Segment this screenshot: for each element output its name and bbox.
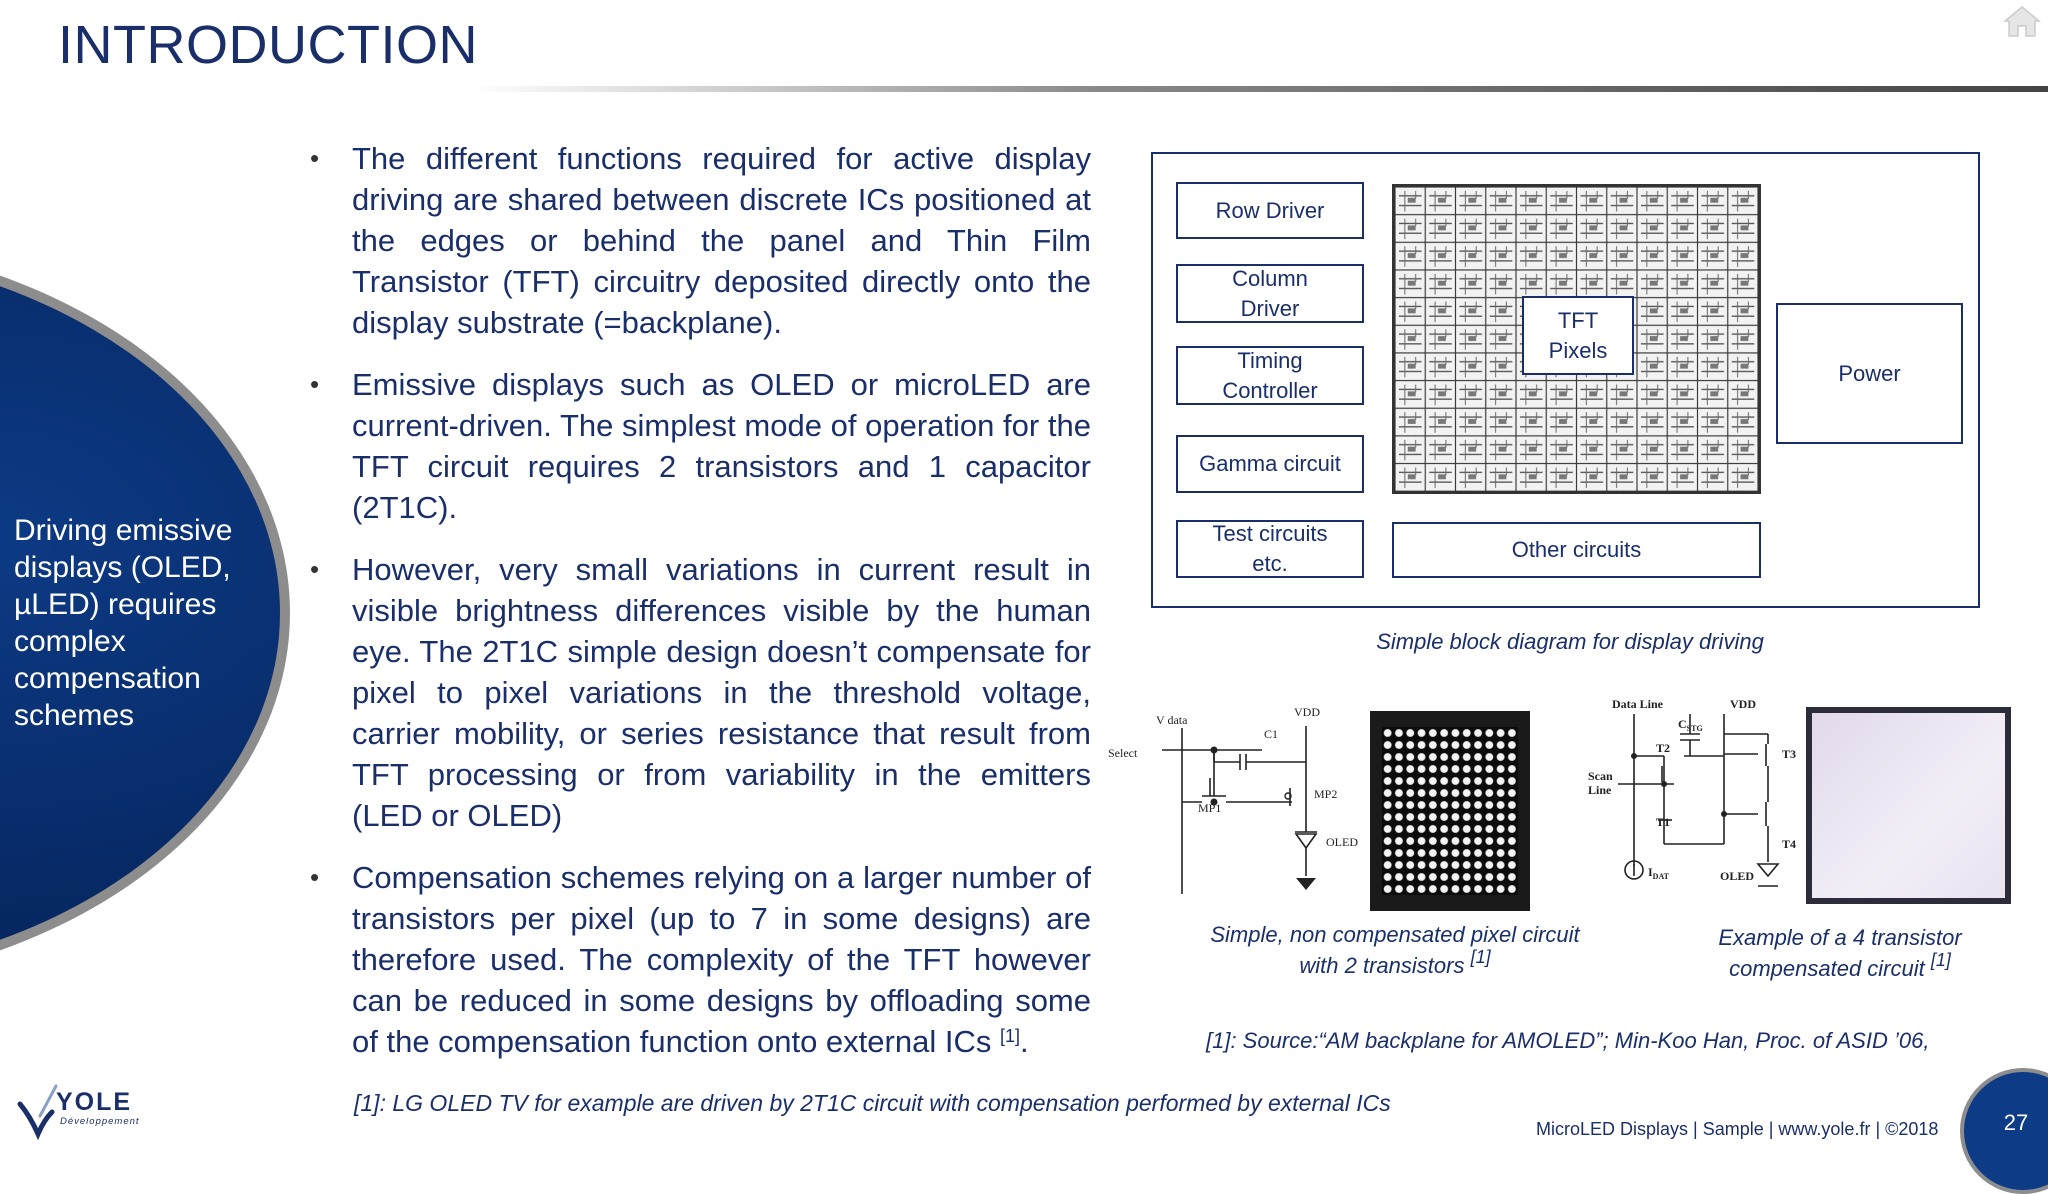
bullet-icon: • <box>310 554 320 584</box>
oled-label: OLED <box>1326 835 1358 849</box>
source-citation: [1]: Source:“AM backplane for AMOLED”; Min-Koo Han, Proc. of ASID ’06, <box>1206 1028 1930 1053</box>
block-diagram-caption: Simple block diagram for display driving <box>1376 629 1764 654</box>
idat-label: $I_{DAT}$ <box>1648 865 1669 881</box>
circuit-2t-caption: Simple, non compensated pixel circuit with 2 transistors [1] <box>1210 922 1580 978</box>
cstg-label: $C_{STG}$ <box>1678 717 1703 733</box>
timing-controller-block: Timing Controller <box>1176 346 1364 405</box>
select-label: Select <box>1108 746 1138 760</box>
oled-label: OLED <box>1720 869 1755 883</box>
vdd-label: VDD <box>1294 705 1320 719</box>
footer-text: MicroLED Displays | Sample | www.yole.fr | ©2018 <box>1536 1119 1939 1139</box>
display-photo <box>1806 707 2011 904</box>
vdata-label: V data <box>1156 713 1188 727</box>
pixel-array-photo <box>1370 711 1530 911</box>
other-circuits-block: Other circuits <box>1392 522 1761 578</box>
logo-sub: Développement <box>60 1116 140 1127</box>
bullet-item: • The different functions required for active display driving are shared between discrete ICs positioned at the edges or behind the panel and Thin Film Transistor (TFT) circuitry deposited directly onto the display substrate (=backplane). <box>306 138 1091 343</box>
logo-brand: YOLE <box>56 1088 133 1116</box>
home-icon[interactable] <box>2002 4 2042 38</box>
data-line-label: Data Line <box>1612 697 1663 711</box>
circuit-2t1c-schematic <box>1102 698 1362 900</box>
title-divider <box>470 86 2048 92</box>
tft-pixels-block: TFT Pixels <box>1522 296 1634 375</box>
circuit-4t-caption: Example of a 4 transistor compensated circuit [1] <box>1718 925 1962 981</box>
page-number: 27 <box>2003 1110 2029 1135</box>
footnote: [1]: LG OLED TV for example are driven by 2T1C circuit with compensation performed by external ICs <box>354 1090 1391 1116</box>
bullet-icon: • <box>310 369 320 399</box>
bullet-list <box>306 138 1091 1083</box>
bullet-item: • Compensation schemes relying on a larger number of transistors per pixel (up to 7 in some designs) are therefore used. The complexity of the TFT however can be reduced in some designs by offloading some of the compensation function onto external ICs [1]. <box>306 857 1091 1062</box>
vdd-label: VDD <box>1730 697 1756 711</box>
mp1-label: MP1 <box>1198 801 1222 815</box>
page-title: INTRODUCTION <box>58 15 478 75</box>
t3-label: T3 <box>1782 747 1797 761</box>
line-label: Line <box>1588 783 1612 797</box>
power-block: Power <box>1776 303 1963 444</box>
bullet-icon: • <box>310 862 320 892</box>
circuit-4t-schematic <box>1582 694 1812 906</box>
t2-label: T2 <box>1656 741 1671 755</box>
scan-label: Scan <box>1588 769 1613 783</box>
bullet-item: • Emissive displays such as OLED or microLED are current-driven. The simplest mode of operation for the TFT circuit requires 2 transistors and 1 capacitor (2T1C). <box>306 364 1091 528</box>
yole-logo[interactable] <box>16 1076 156 1146</box>
bullet-icon: • <box>310 143 320 173</box>
row-driver-block: Row Driver <box>1176 182 1364 239</box>
t4-label: T4 <box>1782 837 1797 851</box>
reference-mark: [1] <box>999 1026 1020 1046</box>
test-circuits-block: Test circuits etc. <box>1176 520 1364 578</box>
mp2-label: MP2 <box>1314 787 1338 801</box>
side-summary: Driving emissive displays (OLED, µLED) requires complex compensation schemes <box>14 514 233 732</box>
bullet-item: • However, very small variations in current result in visible brightness differences visible by the human eye. The 2T1C simple design doesn’t compensate for pixel to pixel variations in the threshold voltage, carrier mobility, or series resistance that result from TFT processing or from variability in the emitters (LED or OLED) <box>306 549 1091 836</box>
c1-label: C1 <box>1264 727 1279 741</box>
t1-label: T1 <box>1656 815 1671 829</box>
column-driver-block: Column Driver <box>1176 264 1364 323</box>
gamma-circuit-block: Gamma circuit <box>1176 435 1364 493</box>
